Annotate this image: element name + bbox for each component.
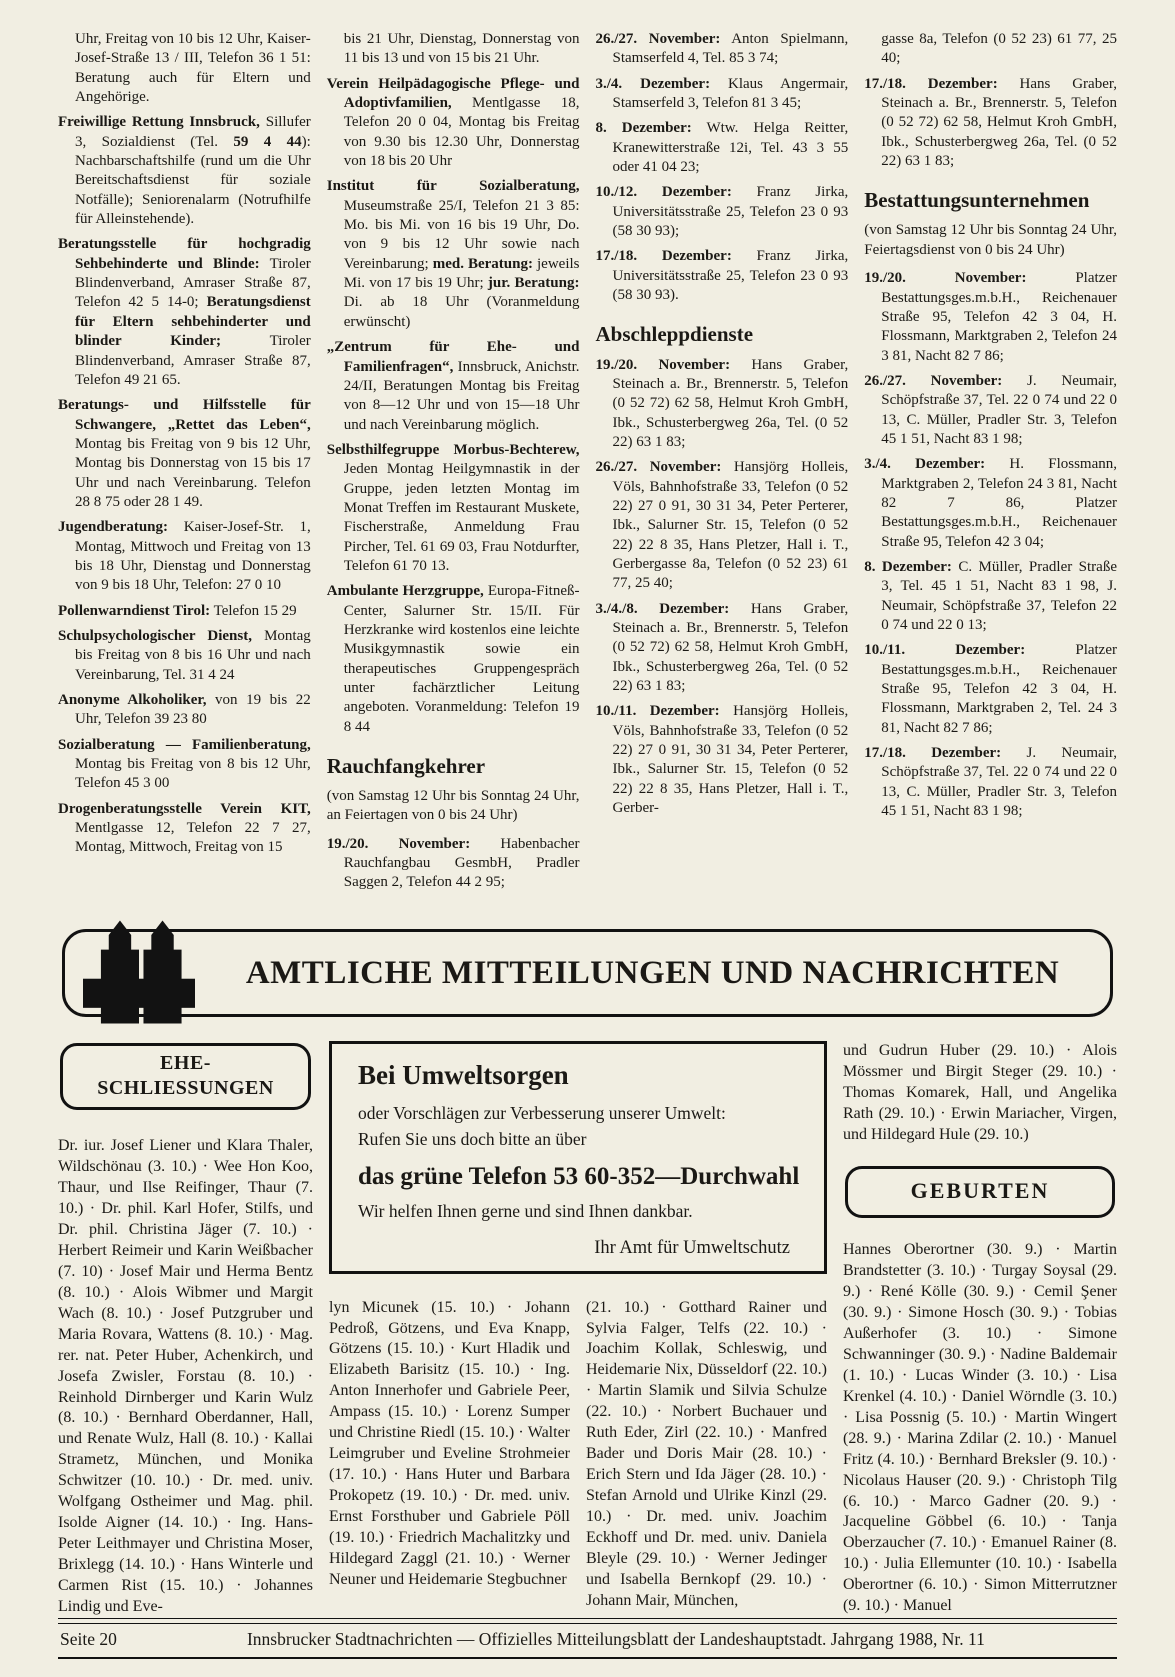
paragraph: 8. Dezember: C. Müller, Pradler Straße 3, Tel. 45 1 51, Nacht 83 1 98, J. Neumair, Schöpfstraße 37, Telefon 22 0 74 und 22 0 13; — [864, 558, 1117, 634]
city-towers-icon — [83, 916, 195, 1028]
listings-column-1 — [58, 30, 311, 899]
service-listings-section — [58, 30, 1117, 899]
paragraph: Sozialberatung — Familienberatung, Montag bis Freitag von 8 bis 12 Uhr, Telefon 45 3 00 — [58, 736, 311, 792]
paragraph: 3./4./8. Dezember: Hans Graber, Steinach a. Br., Brennerstr. 5, Telefon (0 52 72) 62 58, Helmut Kroh GmbH, Ibk., Schusterbergweg 26a, Tel. (0 52 22) 63 1 83; — [595, 600, 849, 695]
paragraph: Anonyme Alkoholiker, von 19 bis 22 Uhr, Telefon 39 23 80 — [58, 692, 311, 728]
paragraph: Verein Heilpädagogische Pflege- und Adoptivfamilien, Mentlgasse 18, Telefon 20 0 04, Montag bis Freitag von 9.30 bis 12.30 Uhr, Donnerstag von 18 bis 20 Uhr — [326, 75, 580, 170]
paragraph: 26./27. November: Hansjörg Holleis, Völs, Bahnhofstraße 33, Telefon (0 52 22) 27 0 91, 30 31 34, Peter Perterer, Ibk., Salurner Str. 15, Telefon (0 52 22) 22 8 35, Hans Pletzer, Hall i. T., Gerbergasse 8a, Telefon (0 52 23) 61 77, 25 40; — [595, 459, 849, 592]
paragraph: 10./11. Dezember: Hansjörg Holleis, Völs, Bahnhofstraße 33, Telefon (0 52 22) 27 0 91, 30 31 34, Peter Perterer, Ibk., Salurner Str. 15, Telefon (0 52 22) 22 8 35, Hans Pletzer, Hall i. T., Gerber- — [595, 703, 849, 817]
paragraph: gasse 8a, Telefon (0 52 23) 61 77, 25 40; — [881, 31, 1117, 67]
paragraph: bis 21 Uhr, Dienstag, Donnerstag von 11 bis 13 und von 15 bis 21 Uhr. — [343, 31, 580, 67]
listings-column-3 — [596, 30, 849, 899]
paragraph: 3./4. Dezember: Klaus Angermair, Stamserfeld 3, Telefon 81 3 45; — [595, 75, 849, 112]
paragraph: 8. Dezember: Wtw. Helga Reitter, Kranewitterstraße 12i, Tel. 43 3 55 oder 41 04 23; — [595, 120, 849, 176]
umwelt-signoff: Ihr Amt für Umweltschutz — [594, 1237, 790, 1258]
paragraph: (von Samstag 12 Uhr bis Sonntag 24 Uhr, Feiertagsdienst von 0 bis 24 Uhr) — [864, 222, 1117, 258]
paragraph: Institut für Sozialberatung, Museumstraße 25/I, Telefon 21 3 85: Mo. bis Mi. von 16 bis 19 Uhr, Do. von 9 bis 12 Uhr sowie nach Vereinbarung; med. Beratung: jeweils Mi. von 17 bis 19 Uhr; jur. Beratung: Di. ab 18 Uhr (Voranmeldung erwünscht) — [326, 178, 580, 330]
paragraph: Selbsthilfegruppe Morbus-Bechterew, Jeden Montag Heilgymnastik in der Gruppe, jeden letzten Montag im Monat Treffen im Restaurant Muskete, Fischerstraße, Anmeldung Frau Pircher, Tel. 61 69 03, Frau Notdurfter, Telefon 61 70 13. — [326, 441, 580, 574]
paragraph: Schulpsychologischer Dienst, Montag bis Freitag von 8 bis 16 Uhr und nach Vereinbarung, Tel. 31 4 24 — [58, 627, 311, 683]
paragraph: 17./18. Dezember: Hans Graber, Steinach a. Br., Brennerstr. 5, Telefon (0 52 72) 62 58, Helmut Kroh GmbH, Ibk., Schusterbergweg 26a, Tel. (0 52 22) 63 1 83; — [864, 75, 1118, 170]
paragraph: 19./20. November: Platzer Bestattungsges.m.b.H., Reichenauer Straße 95, Telefon 42 3 04, H. Flossmann, Marktgraben 2, Telefon 24 3 81, Nacht 82 7 86; — [864, 270, 1117, 364]
middle-column-group — [329, 1041, 827, 1618]
marriages-text-1: Dr. iur. Josef Liener und Klara Thaler, Wildschönau (3. 10.) · Wee Hon Koo, Thaur, und Ilse Reifinger, Thaur (7. 10.) · Dr. phil. Karl Hofer, Stilfs, und Dr. phil. Christina Jäger (7. 10.) · Herbert Reimeir und Karin Weißbacher (7. 10) · Josef Mair und Herma Bentz (8. 10.) · Alois Wibmer und Margit Wach (8. 10.) · Josef Putzgruber und Maria Rovara, Wattens (8. 10.) · Mag. rer. nat. Peter Huber, Achenkirch, und Josefa Zwisler, Forstau (8. 10.) · Reinhold Dirnberger und Karin Wulz (8. 10.) · Bernhard Oberdanner, Hall, und Renate Wulz, Hall (8. 10.) · Kallai Strametz, München, und Monika Schwitzer (10. 10.) · Dr. med. univ. Wolfgang Ostheimer und Mag. phil. Isolde Aigner (14. 10.) · Ing. Hans-Peter Leithmayer und Christina Moser, Brixlegg (14. 10.) · Hans Winterle und Carmen Rist (15. 10.) · Johannes Lindig und Eve- — [58, 1137, 313, 1616]
paragraph: 26./27. November: Anton Spielmann, Stamserfeld 4, Tel. 85 3 74; — [595, 31, 849, 67]
section-heading: Rauchfangkehrer — [326, 754, 486, 779]
registry-section — [58, 1041, 1117, 1618]
section-heading: Abschleppdienste — [595, 322, 754, 347]
paragraph: Freiwillige Rettung Innsbruck, Sillufer 3, Sozialdienst (Tel. 59 4 44): Nachbarschaftshilfe (rund um die Uhr Bereitschaftsdienst für soziale Notfälle); Seniorenalarm (Notrufhilfe für Alleinstehende). — [58, 114, 311, 228]
paragraph: Beratungs- und Hilfsstelle für Schwangere, „Rettet das Leben“, Montag bis Freitag von 9 bis 12 Uhr, Montag bis Donnerstag von 15 bis 17 Uhr und nach Vereinbarung. Telefon 28 8 75 oder 28 1 49. — [58, 397, 311, 510]
paragraph: 17./18. Dezember: Franz Jirka, Universitätsstraße 25, Telefon 23 0 93 (58 30 93). — [595, 248, 849, 304]
paragraph: Drogenberatungsstelle Verein KIT, Mentlgasse 12, Telefon 22 7 27, Montag, Mittwoch, Freitag von 15 — [58, 800, 311, 856]
paragraph: 10./11. Dezember: Platzer Bestattungsges.m.b.H., Reichenauer Straße 95, Telefon 42 3 04, H. Flossmann, Marktgraben 2, Tel. 24 3 81, Nacht 82 7 86; — [864, 642, 1117, 736]
umwelt-notice-box — [329, 1041, 827, 1273]
ehe-title-line-1: EHE- — [160, 1052, 211, 1075]
paragraph: 19./20. November: Habenbacher Rauchfangbau GesmbH, Pradler Saggen 2, Telefon 44 2 95; — [326, 835, 580, 891]
marriages-text-4: und Gudrun Huber (29. 10.) · Alois Mössmer und Birgit Steger (29. 10.) · Thomas Komarek, Hall, und Angelika Rath (29. 10.) · Erwin Mariacher, Virgen, und Hildegard Hule (29. 10.) — [843, 1042, 1117, 1144]
footer-bar — [58, 1623, 1117, 1659]
section-heading: Bestattungsunternehmen — [864, 188, 1090, 213]
publication-line: Innsbrucker Stadtnachrichten — Offizielles Mitteilungsblatt der Landeshauptstadt. Jahrgang 1988, Nr. 11 — [246, 1629, 985, 1649]
paragraph: „Zentrum für Ehe- und Familienfragen“, Innsbruck, Anichstr. 24/II, Beratungen Montag bis Freitag von 8—12 Uhr und von 15—18 Uhr und nach Vereinbarung möglich. — [326, 339, 580, 433]
paragraph: 19./20. November: Hans Graber, Steinach a. Br., Brennerstr. 5, Telefon (0 52 72) 62 58, Helmut Kroh GmbH, Ibk., Schusterbergweg 26a, Tel. (0 52 22) 63 1 83; — [595, 356, 849, 450]
page-number: Seite 20 — [60, 1629, 117, 1649]
paragraph: Pollenwarndienst Tirol: Telefon 15 29 — [58, 602, 297, 619]
births-text: Hannes Oberortner (30. 9.) · Martin Brandstetter (3. 10.) · Turgay Soysal (29. 9.) · René Kölle (30. 9.) · Cemil Şener (30. 9.) · Simone Hosch (30. 9.) · Tobias Außerhofer (3. 10.) · Simone Schwanninger (30. 9.) · Nadine Baldemair (1. 10.) · Lucas Winder (3. 10.) · Lisa Krenkel (4. 10.) · Daniel Wörndle (3. 10.) · Lisa Possnig (5. 10.) · Martin Wingert (28. 9.) · Marina Zdilar (2. 10.) · Manuel Fritz (4. 10.) · Bernhard Breksler (9. 10.) · Nicolaus Hauser (20. 9.) · Christoph Tilg (6. 10.) · Marco Gadner (20. 9.) · Jacqueline Göbbel (6. 10.) · Tanja Oberzaucher (7. 10.) · Emanuel Rainer (8. 10.) · Julia Ellemunter (10. 10.) · Isabella Oberortner (6. 10.) · Simon Mitterrutzner (9. 10.) · Manuel — [843, 1241, 1117, 1615]
marriages-column-left — [58, 1041, 313, 1618]
marriages-text-2: lyn Micunek (15. 10.) · Johann Pedroß, Götzens, und Eva Knapp, Götzens (15. 10.) · Kurt Hladik und Elizabeth Barisitz (15. 10.) · Ing. Anton Innerhofer und Gabriele Peer, Ampass (15. 10.) · Lorenz Sumper und Christine Riedl (15. 10.) · Walter Leimgruber und Eveline Strohmeier (17. 10.) · Hans Huter und Barbara Prokopetz (19. 10.) · Dr. med. univ. Ernst Forsthuber und Gabriele Pöll (19. 10.) · Friedrich Machalitzky und Hildegard Zaggl (21. 10.) · Werner Neuner und Heidemarie Stegbuchner — [329, 1298, 570, 1588]
births-column-right — [843, 1041, 1117, 1618]
page-footer — [58, 1618, 1117, 1659]
paragraph: 26./27. November: J. Neumair, Schöpfstraße 37, Tel. 22 0 74 und 22 0 13, C. Müller, Pradler Str. 3, Telefon 45 1 51, Nacht 83 1 98; — [864, 372, 1117, 447]
listings-column-2 — [327, 30, 580, 899]
paragraph: 17./18. Dezember: J. Neumair, Schöpfstraße 37, Tel. 22 0 74 und 22 0 13, C. Müller, Pradler Str. 3, Telefon 45 1 51, Nacht 83 1 98; — [864, 745, 1118, 820]
geburten-box — [845, 1166, 1115, 1218]
paragraph: (von Samstag 12 Uhr bis Sonntag 24 Uhr, an Feiertagen von 0 bis 24 Uhr) — [326, 788, 580, 824]
paragraph: 10./12. Dezember: Franz Jirka, Universitätsstraße 25, Telefon 23 0 93 (58 30 93); — [595, 184, 849, 240]
geburten-title: GEBURTEN — [910, 1178, 1050, 1204]
listings-column-4 — [864, 30, 1117, 899]
banner-title: AMTLICHE MITTEILUNGEN UND NACHRICHTEN — [245, 954, 1060, 991]
ehe-schliessungen-box — [60, 1043, 311, 1110]
paragraph: Uhr, Freitag von 10 bis 12 Uhr, Kaiser-Josef-Straße 13 / III, Telefon 36 1 51: Beratung auch für Eltern und Angehörige. — [75, 31, 311, 106]
umwelt-line-3: Wir helfen Ihnen gerne und sind Ihnen dankbar. — [358, 1200, 693, 1221]
marriages-middle-columns — [329, 1298, 827, 1612]
umwelt-phone-line: das grüne Telefon 53 60-352—Durchwahl — [358, 1162, 800, 1190]
paragraph: Jugendberatung: Kaiser-Josef-Str. 1, Montag, Mittwoch und Freitag von 13 bis 18 Uhr, Dienstag und Donnerstag von 9 bis 18 Uhr, Telefon: 27 0 10 — [58, 519, 311, 594]
amtliche-mitteilungen-banner — [62, 929, 1113, 1017]
paragraph: 3./4. Dezember: H. Flossmann, Marktgraben 2, Telefon 24 3 81, Nacht 82 7 86, Platzer Bestattungsges.m.b.H., Reichenauer Straße 95, Telefon 42 3 04; — [864, 456, 1118, 550]
umwelt-line-2: Rufen Sie uns doch bitte an über — [358, 1129, 587, 1150]
umwelt-title: Bei Umweltsorgen — [358, 1060, 569, 1091]
umwelt-line-1: oder Vorschlägen zur Verbesserung unserer Umwelt: — [358, 1103, 726, 1124]
marriages-text-3: (21. 10.) · Gotthard Rainer und Sylvia Falger, Telfs (22. 10.) · Joachim Kollak, Schleswig, und Heidemarie Nix, Düsseldorf (22. 10.) · Martin Slamik und Silvia Schulze (22. 10.) · Norbert Buchauer und Ruth Eder, Zirl (22. 10.) · Manfred Bader und Doris Mair (28. 10.) · Erich Stern und Ida Jäger (28. 10.) · Stefan Arnold und Ulrike Kinzl (29. 10.) · Dr. med. univ. Joachim Eckhoff und Dr. med. univ. Daniela Bleyle (29. 10.) · Werner Jedinger und Isabella Bernkopf (29. 10.) · Johann Mair, München, — [586, 1298, 827, 1609]
ehe-title-line-2: SCHLIESSUNGEN — [97, 1076, 274, 1099]
paragraph: Beratungsstelle für hochgradig Sehbehinderte und Blinde: Tiroler Blindenverband, Amraser Straße 87, Telefon 42 5 14-0; Beratungsdienst für Eltern sehbehinderter und blinder Kinder; Tiroler Blindenverband, Amraser Straße 87, Telefon 49 21 65. — [58, 236, 311, 388]
paragraph: Ambulante Herzgruppe, Europa-Fitneß-Center, Salurner Str. 15/II. Für Herzkranke wird kostenlos eine leichte Musikgymnastik sowie ein therapeutisches Gruppengespräch unter fachärztlicher Leitung angeboten. Voranmeldung: Telefon 19 8 44 — [326, 583, 580, 735]
